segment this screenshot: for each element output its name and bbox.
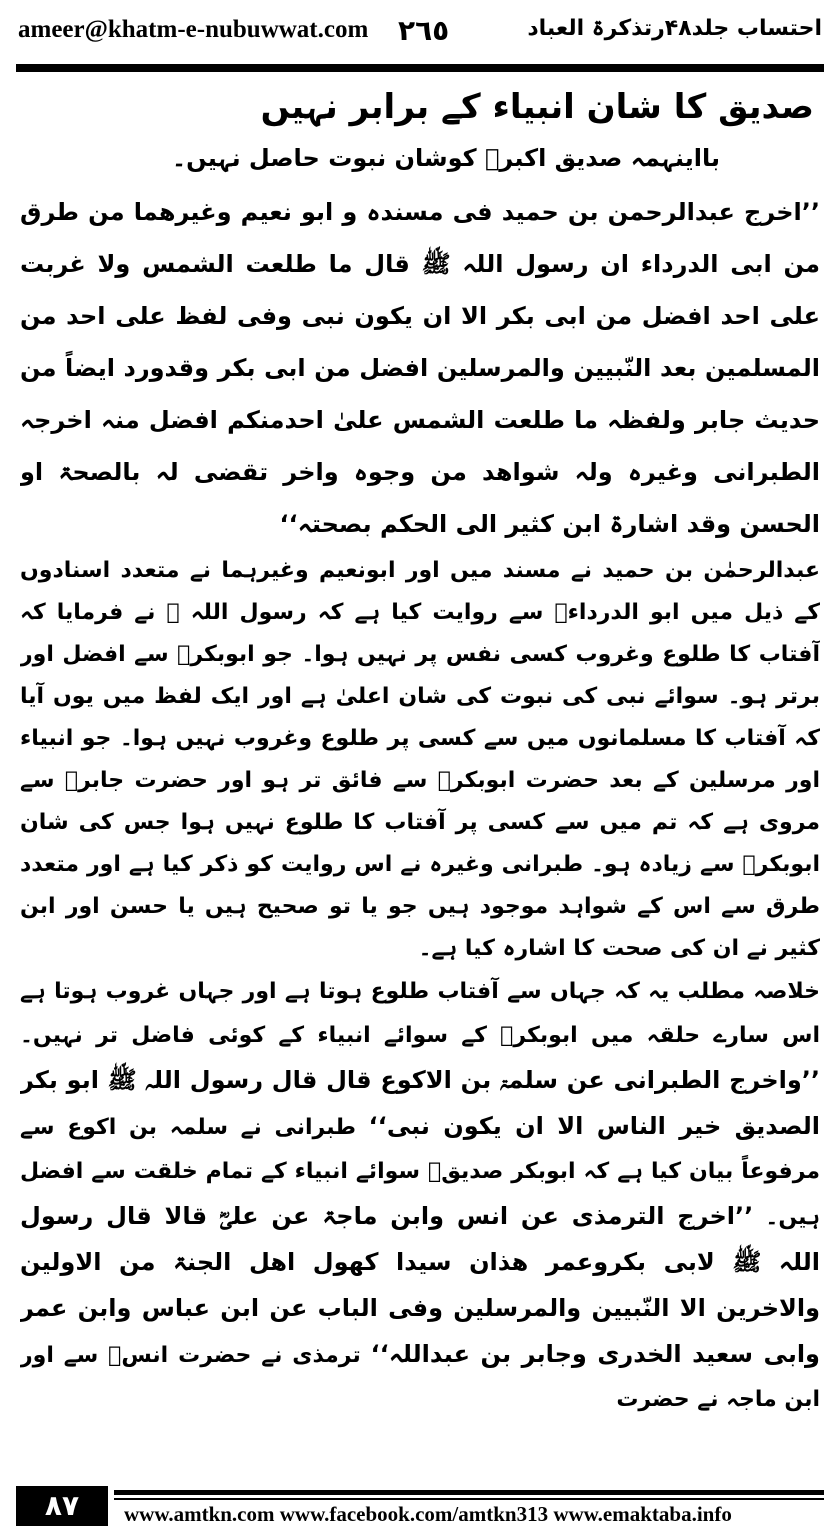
footer-urls: www.amtkn.com www.facebook.com/amtkn313 www.emaktaba.info	[124, 1502, 732, 1526]
urdu-translation: عبدالرحمٰن بن حمید نے مسند میں اور ابونعیم وغیرہما نے متعدد اسنادوں کے ذیل میں ابو الدرداءؓ سے روایت کیا ہے کہ رسول اللہ ﷺ نے فرمایا کہ آفتاب کا طلوع وغروب کسی نفس پر نہیں ہوا۔ جو ابوبکرؓ سے افضل اور برتر ہو۔ سوائے نبی کی نبوت کی شان اعلیٰ ہے اور ایک لفظ میں یوں آیا کہ آفتاب کا مسلمانوں میں سے کسی پر طلوع وغروب نہیں ہوا۔ جو انبیاء اور مرسلین کے بعد حضرت ابوبکرؓ سے فائق تر ہو اور حضرت جابرؓ سے مروی ہے کہ تم میں سے کسی پر آفتاب کا طلوع نہیں ہوا جس کی شان ابوبکرؓ سے زیادہ ہو۔ طبرانی وغیرہ نے اس روایت کو ذکر کیا ہے اور متعدد طرق سے اس کے شواہد موجود ہیں جو یا تو صحیح ہیں یا حسن اور ابن کثیر نے ان کی صحت کا اشارہ کیا ہے۔	[20, 558, 820, 961]
tabarani-quote: ’’واخرج الطبرانی عن سلمۃ بن الاکوع قال قال رسول اللہ ﷺ ابو بکر الصدیق خیر الناس الا ان یکون نبی‘‘	[20, 1066, 820, 1140]
tirmidhi-translation: ترمذی نے حضرت انسؓ سے اور ابن ماجہ نے حضرت	[20, 1343, 820, 1412]
tirmidhi-quote: ’’اخرج الترمذی عن انس وابن ماجۃ عن علیؓ قالا قال رسول اللہ ﷺ لابی بکروعمر ھذان سیدا کھول اھل الجنۃ من الاولین والاخرین الا النّبیین والمرسلین وفی الباب عن ابن عباس وابن عمر وابی سعید الخدری وجابر بن عبداللہ‘‘	[20, 1202, 820, 1368]
footer-rule-thin	[114, 1498, 824, 1500]
summary-urdu: خلاصہ مطلب یہ کہ جہاں سے آفتاب طلوع ہوتا ہے اور جہاں غروب ہوتا ہے اس سارے حلقہ میں ابوبکرؓ کے سوائے انبیاء کے کوئی فاضل تر نہیں۔	[20, 979, 820, 1048]
section-heading: صدیق کا شان انبیاء کے برابر نہیں	[260, 87, 814, 127]
section-subheading: بااینہمہ صدیق اکبرؓ کوشان نبوت حاصل نہیں۔	[172, 144, 720, 172]
header-rule	[16, 64, 824, 72]
page-footer	[16, 1486, 824, 1532]
header-email: ameer@khatm-e-nubuwwat.com	[18, 16, 369, 43]
footer-rule-thick	[114, 1490, 824, 1495]
tabarani-translation: طبرانی نے سلمہ بن اکوع سے مرفوعاً بیان کیا ہے کہ ابوبکر صدیقؓ سوائے انبیاء کے تمام خلقت سے افضل ہیں۔	[20, 1115, 820, 1230]
arabic-quotation: ’’اخرج عبدالرحمن بن حمید فی مسندہ و ابو نعیم وغیرھما من طرق من ابی الدرداء ان رسول اللہ ﷺ قال ما طلعت الشمس ولا غربت علی احد افضل من ابی بکر الا ان یکون نبی وفی لفظ علی احد من المسلمین بعد النّبیین والمرسلین افضل من ابی بکر وقدورد ایضاً من حدیث جابر ولفظہ ما طلعت الشمس علیٰ احدمنکم افضل منہ اخرجہ الطبرانی وغیرہ ولہ شواھد من وجوہ واخر تقضی لہ بالصحۃ او الحسن وقد اشارۃ ابن کثیر الی الحکم بصحتہ‘‘	[20, 198, 820, 538]
running-title: احتساب جلد۴۸رتذکرۃ العباد	[527, 16, 822, 41]
footer-page-number: ۸۷	[16, 1486, 108, 1526]
page-header	[18, 14, 822, 56]
page-content	[20, 80, 820, 1478]
summary-paragraph	[20, 970, 820, 1422]
header-page-number: ٢٦٥	[398, 14, 450, 47]
